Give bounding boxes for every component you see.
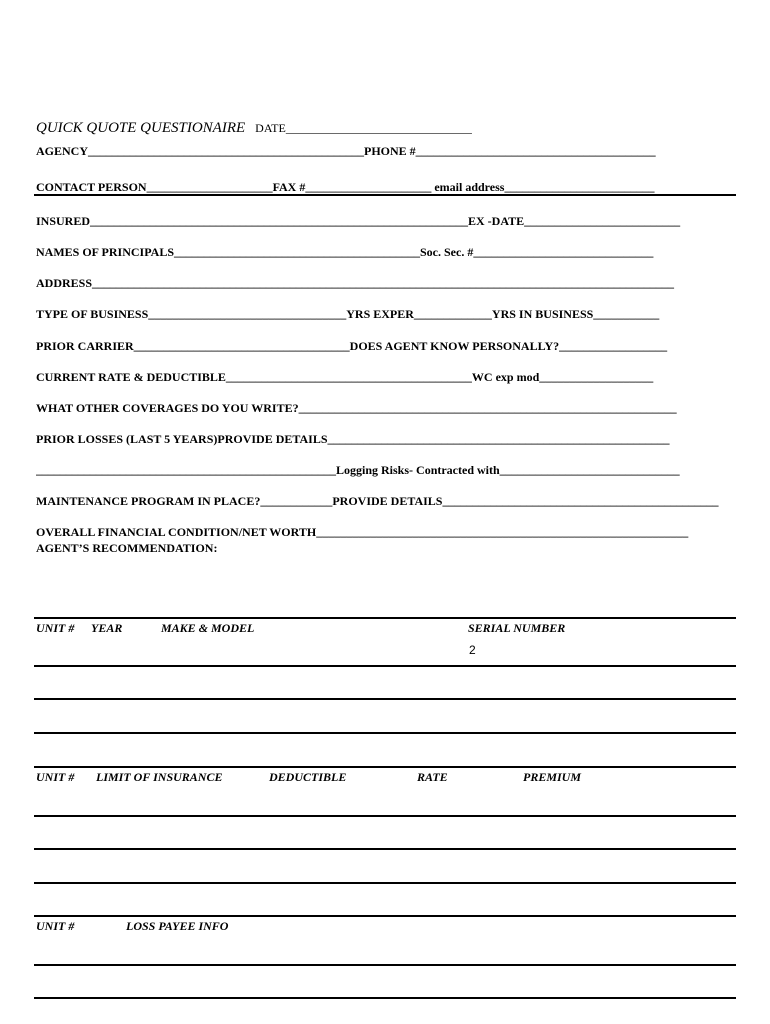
address-line[interactable]: ADDRESS_________________________________________________________________________________________________ xyxy=(36,276,675,290)
logging-risks-line[interactable]: __________________________________________________Logging Risks- Contracted with______________________________ xyxy=(36,463,680,477)
title-line xyxy=(36,119,472,137)
insurance-header-deductible: DEDUCTIBLE xyxy=(269,770,347,784)
loss-payee-row-rule xyxy=(34,964,736,966)
agent-recommendation-label: AGENT’S RECOMMENDATION: xyxy=(36,541,218,555)
other-coverages-line[interactable]: WHAT OTHER COVERAGES DO YOU WRITE?_______________________________________________________________ xyxy=(36,401,677,415)
financial-condition-line[interactable]: OVERALL FINANCIAL CONDITION/NET WORTH______________________________________________________________ xyxy=(36,525,689,539)
contact-fax-email-line[interactable]: CONTACT PERSON_____________________FAX #_____________________ email address_________________________ xyxy=(36,180,655,194)
divider xyxy=(34,194,736,196)
loss-payee-row-rule xyxy=(34,997,736,999)
insurance-row-rule xyxy=(34,815,736,817)
date-field[interactable]: _______________________________ xyxy=(285,121,472,135)
insurance-header-rate: RATE xyxy=(417,770,448,784)
vehicle-row-rule xyxy=(34,732,736,734)
vehicle-header-year: YEAR xyxy=(91,621,123,635)
vehicle-header-unit: UNIT # xyxy=(36,621,75,635)
prior-losses-line[interactable]: PRIOR LOSSES (LAST 5 YEARS)PROVIDE DETAILS_________________________________________________________ xyxy=(36,432,670,446)
vehicle-row-value[interactable]: 2 xyxy=(469,643,476,657)
vehicle-row-rule xyxy=(34,698,736,700)
insurance-header-limit: LIMIT OF INSURANCE xyxy=(96,770,223,784)
vehicle-header-serial: SERIAL NUMBER xyxy=(468,621,566,635)
insurance-header-premium: PREMIUM xyxy=(523,770,582,784)
agency-phone-line[interactable]: AGENCY______________________________________________PHONE #________________________________________ xyxy=(36,144,656,158)
prior-carrier-line[interactable]: PRIOR CARRIER____________________________________DOES AGENT KNOW PERSONALLY?__________________ xyxy=(36,339,668,353)
rate-deductible-line[interactable]: CURRENT RATE & DEDUCTIBLE_________________________________________WC exp mod___________________ xyxy=(36,370,654,384)
business-type-line[interactable]: TYPE OF BUSINESS_________________________________YRS EXPER_____________YRS IN BUSINESS___________ xyxy=(36,307,660,321)
vehicle-header-make-model: MAKE & MODEL xyxy=(161,621,255,635)
insurance-row-rule xyxy=(34,882,736,884)
vehicle-table-top-rule xyxy=(34,617,736,619)
loss-payee-table-top-rule xyxy=(34,915,736,917)
insurance-row-rule xyxy=(34,848,736,850)
loss-payee-header-unit: UNIT # xyxy=(36,919,75,933)
principals-ssn-line[interactable]: NAMES OF PRINCIPALS_________________________________________Soc. Sec. #______________________________ xyxy=(36,245,654,259)
insured-exdate-line[interactable]: INSURED_______________________________________________________________EX -DATE__________________________ xyxy=(36,214,681,228)
loss-payee-header-info: LOSS PAYEE INFO xyxy=(126,919,229,933)
insurance-table-top-rule xyxy=(34,766,736,768)
vehicle-row-rule xyxy=(34,665,736,667)
maintenance-program-line[interactable]: MAINTENANCE PROGRAM IN PLACE?____________PROVIDE DETAILS______________________________________________ xyxy=(36,494,719,508)
date-label: DATE xyxy=(255,121,286,135)
insurance-header-unit: UNIT # xyxy=(36,770,75,784)
page-title: QUICK QUOTE QUESTIONAIRE xyxy=(36,120,246,136)
